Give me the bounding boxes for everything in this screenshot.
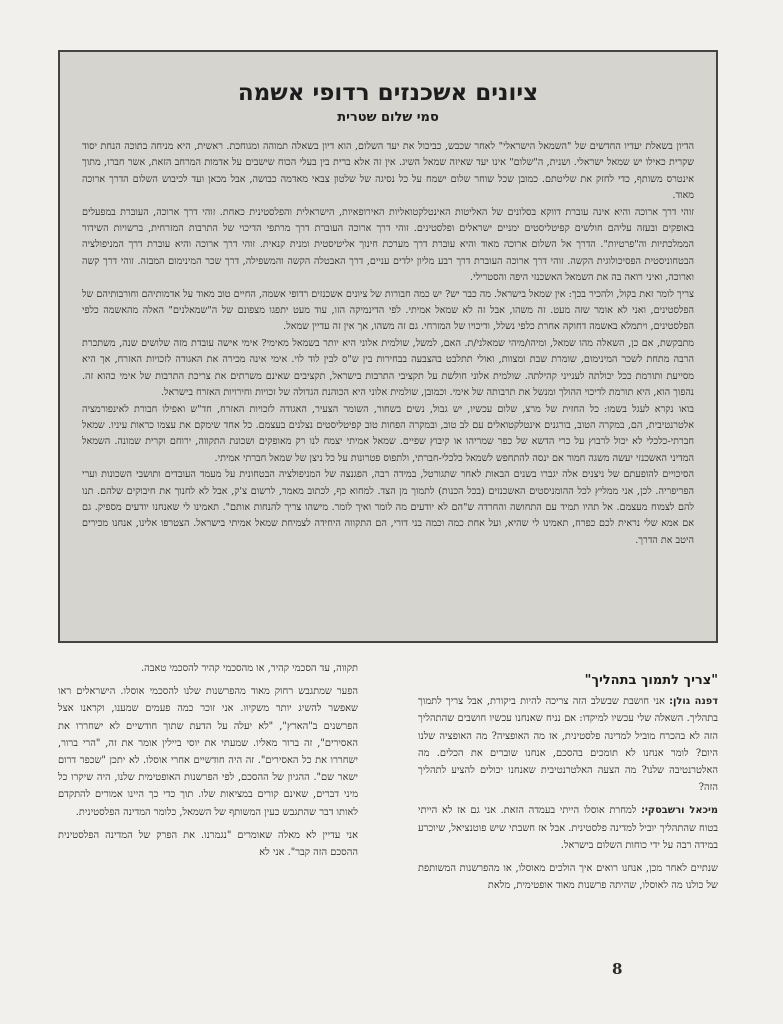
- boxed-article: [58, 50, 718, 643]
- article-paragraph: בואו נקרא לעגל בשמו: כל החזית של מרצ, שלום עכשיו, יש גבול, נשים בשחור, השומר הצעיר, האגודה לזכויות האזרח, חד"ש ואפילו חבורת לאינפורמציה אלטרנטיבית, הם, במקרה הטוב, בורגנים אינטלקטואלים עם לב טוב, ובמקרה הפחות טוב קפיטליסטים נצלנים בעצמם. כל אחד שימקם את עצמו כראות עיניו. שמאל חברתי-כלכלי לא יכול לרבוץ על כרי הדשא של כפר שמריהו או קיבוץ שפיים. שמאל אמיתי יצמח לנו רק מאופקים ושכונת התקווה, ירוחם וקרית שמונה. השמאל המדיני האשכנזי יעשה משגה חמור אם ינסה להתחפש לשמאל כלכלי-חברתי, ולתפוס פטרונות על כל ניצן של שמאל חברתי אמיתי.: [82, 403, 694, 464]
- article-paragraph: מתבקשת, אם כן, השאלה מהו שמאל, ומיהו/מיהי שמאלני/ת. האם, למשל, שולמית אלוני היא יותר בשמאל מאימי? אימי אישה עובדת מזה שלושים שנה, משתכרת הרבה מתחת לשכר המינימום, שומרת שבת ומצוות, ואולי תתלבט בהצבעה בבחירות בין ש"ס לבין לוד לוי. אימי אינה מכירה את האגודה לזכויות האזרח, אך היא מסייעת ותורמת ככל יכולתה לענייני קהילתה. שולמית אלוני חולשת על תקציבי התרבות בישראל, תקציבים שאינם משרתים את צריכת התרבות של אימי כהוא זה. נהפוך הוא, היא תורמת לדיכוי ההולך ומנשל את תרבותה של אימי. וכמובן, שולמית אלוני היא הכוהנת הגדולה של זכויות וחירויות האזרח בישראל.: [82, 337, 694, 399]
- left-column: [58, 660, 358, 950]
- article-paragraph: זוהי דרך ארוכה והיא אינה עוברת דווקא בסלונים של האליטות האינטלקטואליות האירופאיות, הישראלית והפלסטינית כאחת. זוהי דרך ארוכה, העוברת במפעלים באופקים ובעזה עליהם חולשים קפיטליסטים ימניים ישראלים ופלסטינים. זוהי דרך ארוכה העוברת דרך מרתפי הדיכוי של התרבות המזרחית, ברשויות השידור הממלכתיות וה"פרטיות". הדרך אל השלום ארוכה מאוד והיא עוברת דרך מערכת חינוך אליטיסטית ומנית קנאית. זוהי דרך ארוכה והיא עוברת דרך המניפולציה הבטחוניסטית הפסיכולוגית הקשה. זוהי דרך ארוכה העוברת דרך רבע מליון ילדים עניים, דרך האבטלה הקשה והמשפילה, דרך שכר המינימום המבזה. זוהי דרך קשה וארוכה, ואיני רואה בה את השמאל האשכנזי היפה והסטרילי.: [82, 206, 694, 284]
- interview-section: [58, 660, 718, 950]
- interview-heading: "צריך לתמוך בתהליך": [584, 673, 718, 688]
- article-paragraph: צריך לומר זאת בקול, ולהכיר בכך: אין שמאל בישראל. מה כבר יש? יש כמה חבורות של ציונים אשכנזים רדופי אשמה, החיים טוב מאוד על אדמותיהם וחורבותיהם של הפלסטינים, ואני לא אומר שזה מעט. זה משהו, אבל זה לא שמאל אמיתי. לפי הדינמיקה הזו, עוד מעט יתפגו מצפונם של ה"שמאלנים" האלה מהאשמה כלפי הפלסטינים, ויתמלא באשמה דחוקה אחרת כלפי נשלל, ודיכויו של המזרחי. גם זה משהו, אך אין זה עדיין שמאל.: [82, 288, 694, 333]
- interview-paragraph: [418, 693, 718, 796]
- interview-paragraph: הפער שמתגבש רחוק מאוד מהפרשנות שלנו להסכמי אוסלו. הישראלים ראו שאפשר להשיג יותר משקיוו. אני זוכר כמה פעמים שמענו, וקראנו אצל הפרשנים ב"הארץ", "לא יעלה על הדעת שתוך חודשיים לא ישחררו את האסירים", זה ברור מאליו. שמעתי את יוסי ביילין אומר את זה, "הרי ברור, ישחררו את כל האסירים". זה היה חודשיים אחרי אוסלו. לא יתכן "שכפר דרום ישאר שם". ההגיון של ההסכם, לפי הפרשנות האופטימית שלנו, היה שיקרו כל מיני דברים, שאינם קורים במציאות שלו. תוך כדי כך היינו אמורים להתקדם לאותו דבר שהתגבש כעין המשותף של השמאל, כלומר המדינה הפלסטינית.: [58, 686, 358, 818]
- speech-text: שנתיים לאחר מכן, אנחנו רואים איך הולכים מאוסלו, או מהפרשנות המשותפת של כולנו מה לאוסלו, שהיתה פרשנות מאוד אופטימית, מלאת: [418, 863, 718, 892]
- article-title: ציונים אשכנזים רדופי אשמה: [237, 80, 539, 106]
- interview-paragraph: [418, 802, 718, 854]
- article-paragraph: הסיכויים להופעתם של ניצנים אלה יגברו בשנים הבאות לאחר שתגורטל, במידה רבה, הפגנצה של המניפולציה הבטחונית על מעמד העובדים ותושבי השכונות וערי הפריפריה. לכן, אני ממליץ לכל ההומניסטים האשכנזים (בכל הכנות) לתמוך מן הצד. למחוא כף, לכתוב מאמר, לרשום צ'ק, אבל לא לחנוך את חיבוקים שלהם. תנו להם לצמוח מעצמם. אל תהיו תמיד עם התחושה והחרדה ש"הם לא יודעים מה לומר ואיך לומר. מישהו צריך להנחות אותם". תאמינו לי שאנחנו יודעים מספיק. גם אם אמא שלי נראית לכם כפרח, תאמינו לי שהיא, ועל אחת כמה וכמה בני דורי, הם התקווה היחידה לצמיחת שמאל אמיתי בישראל. הצטרפו אלינו, אנחנו מכירים היטב את הדרך.: [82, 469, 694, 546]
- interview-paragraph: תקווה, עד הסכמי קהיר, או מהסכמי קהיר להסכמי טאבה.: [141, 663, 358, 674]
- article-author: סמי שלום שטרית: [337, 110, 439, 125]
- article-paragraph: הדיון בשאלת יעדיו החדשים של "השמאל הישראלי" לאחר שכבש, כביכול את יעד השלום, הוא דיון בשאלה תמוהה ומגוחכת. ראשית, היא מניחה בתוכה הנחת יסוד שקרית כאילו יש שמאל ישראלי. ושנית, ה"שלום" אינו יעד שאיזה שמאל השיג. אין זה אלא ברית בין בעלי הכוח שישבים על אדמות המרחב הזאת, אשר חברו, מתוך אינטרס משותף, כדי לחזק את שליטתם. כמובן שכל שוחר שלום ישמח על כל נסיגה של שלטון צבאי מאדמה כבושה, אבל מכאן ועד לכיבוש השלום הדרך ארוכה מאוד.: [82, 141, 694, 202]
- speech-text: אני חושבת שבשלב הזה צריכה להיות ביקורת, אבל צריך לתמוך בתהליך. השאלה שלי עכשיו למיקדו: אם נניח שאנחנו עכשיו חושבים שהתהליך הזה לא בהכרח מוביל למדינה פלסטינית, אז מה האופציה? מה האופציה שלנו היום? לומר אנחנו לא תומכים בהסכם, אנחנו שוברים את הכלים. מה האלטרנטיבה שלנו? מה הצעה האלטרנטיבית שאנחנו יכולים להציע לתהליך הזה?: [418, 696, 718, 794]
- interview-paragraph: [418, 860, 718, 894]
- speaker-name: דפנה גולן:: [669, 696, 718, 708]
- speaker-name: מיכאל ורשבסקי:: [641, 805, 718, 817]
- page-number: 8: [612, 960, 623, 978]
- interview-paragraph: אני עדיין לא מאלה שאומרים "נגמרנו. את הפרק של המדינה הפלסטינית ההסכם הזה קבר". אני לא: [58, 829, 358, 859]
- right-column: [418, 660, 718, 950]
- speech-text: למחרת אוסלו הייתי בעמדה הזאת. אני גם אז לא הייתי בטוח שהתהליך יוביל למדינה פלסטינית. אבל אז חשבתי שיש פוטנציאל, שיוכרע במידה רבה על ידי כוחות השלום בישראל.: [418, 805, 718, 851]
